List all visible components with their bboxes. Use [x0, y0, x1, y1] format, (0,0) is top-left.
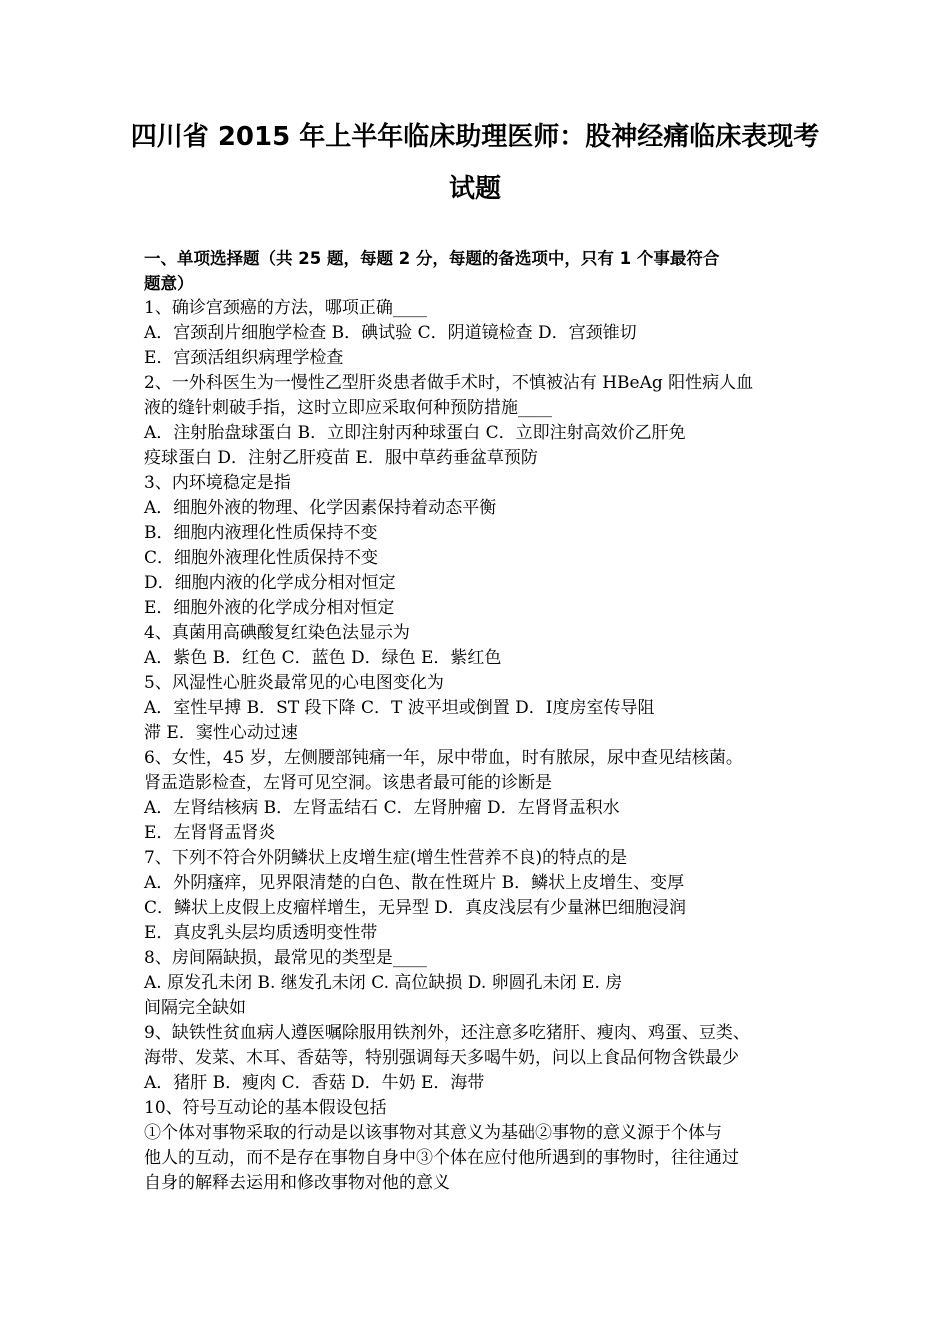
question-3-option-b: B．细胞内液理化性质保持不变: [144, 523, 378, 543]
question-6-cont: 肾盂造影检查，左肾可见空洞。该患者最可能的诊断是: [144, 773, 552, 793]
question-7-option-e: E．真皮乳头层均质透明变性带: [144, 923, 378, 943]
question-2-cont: 液的缝针刺破手指，这时立即应采取何种预防措施____: [144, 398, 552, 418]
question-9-options: A．猪肝 B．瘦肉 C．香菇 D．牛奶 E．海带: [144, 1073, 485, 1093]
question-8-options: A. 原发孔未闭 B. 继发孔未闭 C. 高位缺损 D. 卵圆孔未闭 E. 房: [144, 973, 623, 993]
question-8-options-cont: 间隔完全缺如: [144, 998, 246, 1018]
question-2-options: A．注射胎盘球蛋白 B．立即注射丙种球蛋白 C．立即注射高效价乙肝免: [144, 423, 686, 443]
section-heading-cont: 题意）: [144, 274, 194, 293]
question-8: 8、房间隔缺损，最常见的类型是____: [144, 948, 427, 968]
question-10-stem-2: 他人的互动，而不是存在事物自身中③个体在应付他所遇到的事物时，往往通过: [144, 1148, 739, 1168]
question-1-options: A．宫颈刮片细胞学检查 B．碘试验 C．阴道镜检查 D．宫颈锥切: [144, 323, 637, 343]
question-3-option-d: D．细胞内液的化学成分相对恒定: [144, 573, 396, 593]
question-6: 6、女性，45 岁，左侧腰部钝痛一年，尿中带血，时有脓尿，尿中查见结核菌。: [144, 748, 743, 768]
question-9-cont: 海带、发菜、木耳、香菇等，特别强调每天多喝牛奶，问以上食品何物含铁最少: [144, 1048, 739, 1068]
question-6-options: A．左肾结核病 B．左肾盂结石 C．左肾肿瘤 D．左肾肾盂积水: [144, 798, 620, 818]
question-6-options-cont: E．左肾肾盂肾炎: [144, 823, 276, 843]
document-title-line-1: 四川省 2015 年上半年临床助理医师：股神经痛临床表现考: [130, 122, 820, 152]
question-7: 7、下列不符合外阴鳞状上皮增生症(增生性营养不良)的特点的是: [144, 848, 628, 868]
question-3-option-c: C．细胞外液理化性质保持不变: [144, 548, 379, 568]
question-7-options: A．外阴瘙痒，见界限清楚的白色、散在性斑片 B．鳞状上皮增生、变厚: [144, 873, 685, 893]
question-1-options-cont: E．宫颈活组织病理学检查: [144, 348, 344, 368]
question-10-stem-1: ①个体对事物采取的行动是以该事物对其意义为基础②事物的意义源于个体与: [144, 1123, 722, 1143]
question-7-options-cont: C．鳞状上皮假上皮瘤样增生，无异型 D．真皮浅层有少量淋巴细胞浸润: [144, 898, 687, 918]
question-9: 9、缺铁性贫血病人遵医嘱除服用铁剂外，还注意多吃猪肝、瘦肉、鸡蛋、豆类、: [144, 1023, 750, 1043]
question-10-stem-3: 自身的解释去运用和修改事物对他的意义: [144, 1173, 450, 1193]
question-3-option-e: E．细胞外液的化学成分相对恒定: [144, 598, 395, 618]
question-5-options: A．室性早搏 B．ST 段下降 C．T 波平坦或倒置 D．Ⅰ度房室传导阻: [144, 698, 655, 718]
document-body: [144, 246, 824, 1196]
document-title-line-2: 试题: [448, 174, 501, 204]
question-5-options-cont: 滞 E．窦性心动过速: [144, 723, 298, 743]
question-3: 3、内环境稳定是指: [144, 473, 291, 493]
question-1: 1、确诊宫颈癌的方法，哪项正确____: [144, 298, 427, 318]
question-2: 2、一外科医生为一慢性乙型肝炎患者做手术时，不慎被沾有 HBeAg 阳性病人血: [144, 373, 754, 393]
section-heading: 一、单项选择题（共 25 题，每题 2 分，每题的备选项中，只有 1 个事最符合: [144, 249, 720, 268]
question-5: 5、风湿性心脏炎最常见的心电图变化为: [144, 673, 444, 693]
question-2-options-cont: 疫球蛋白 D．注射乙肝疫苗 E．服中草药垂盆草预防: [144, 448, 538, 468]
question-3-option-a: A．细胞外液的物理、化学因素保持着动态平衡: [144, 498, 497, 518]
question-10: 10、符号互动论的基本假设包括: [144, 1098, 387, 1118]
question-4: 4、真菌用高碘酸复红染色法显示为: [144, 623, 410, 643]
question-4-options: A．紫色 B．红色 C．蓝色 D．绿色 E．紫红色: [144, 648, 502, 668]
